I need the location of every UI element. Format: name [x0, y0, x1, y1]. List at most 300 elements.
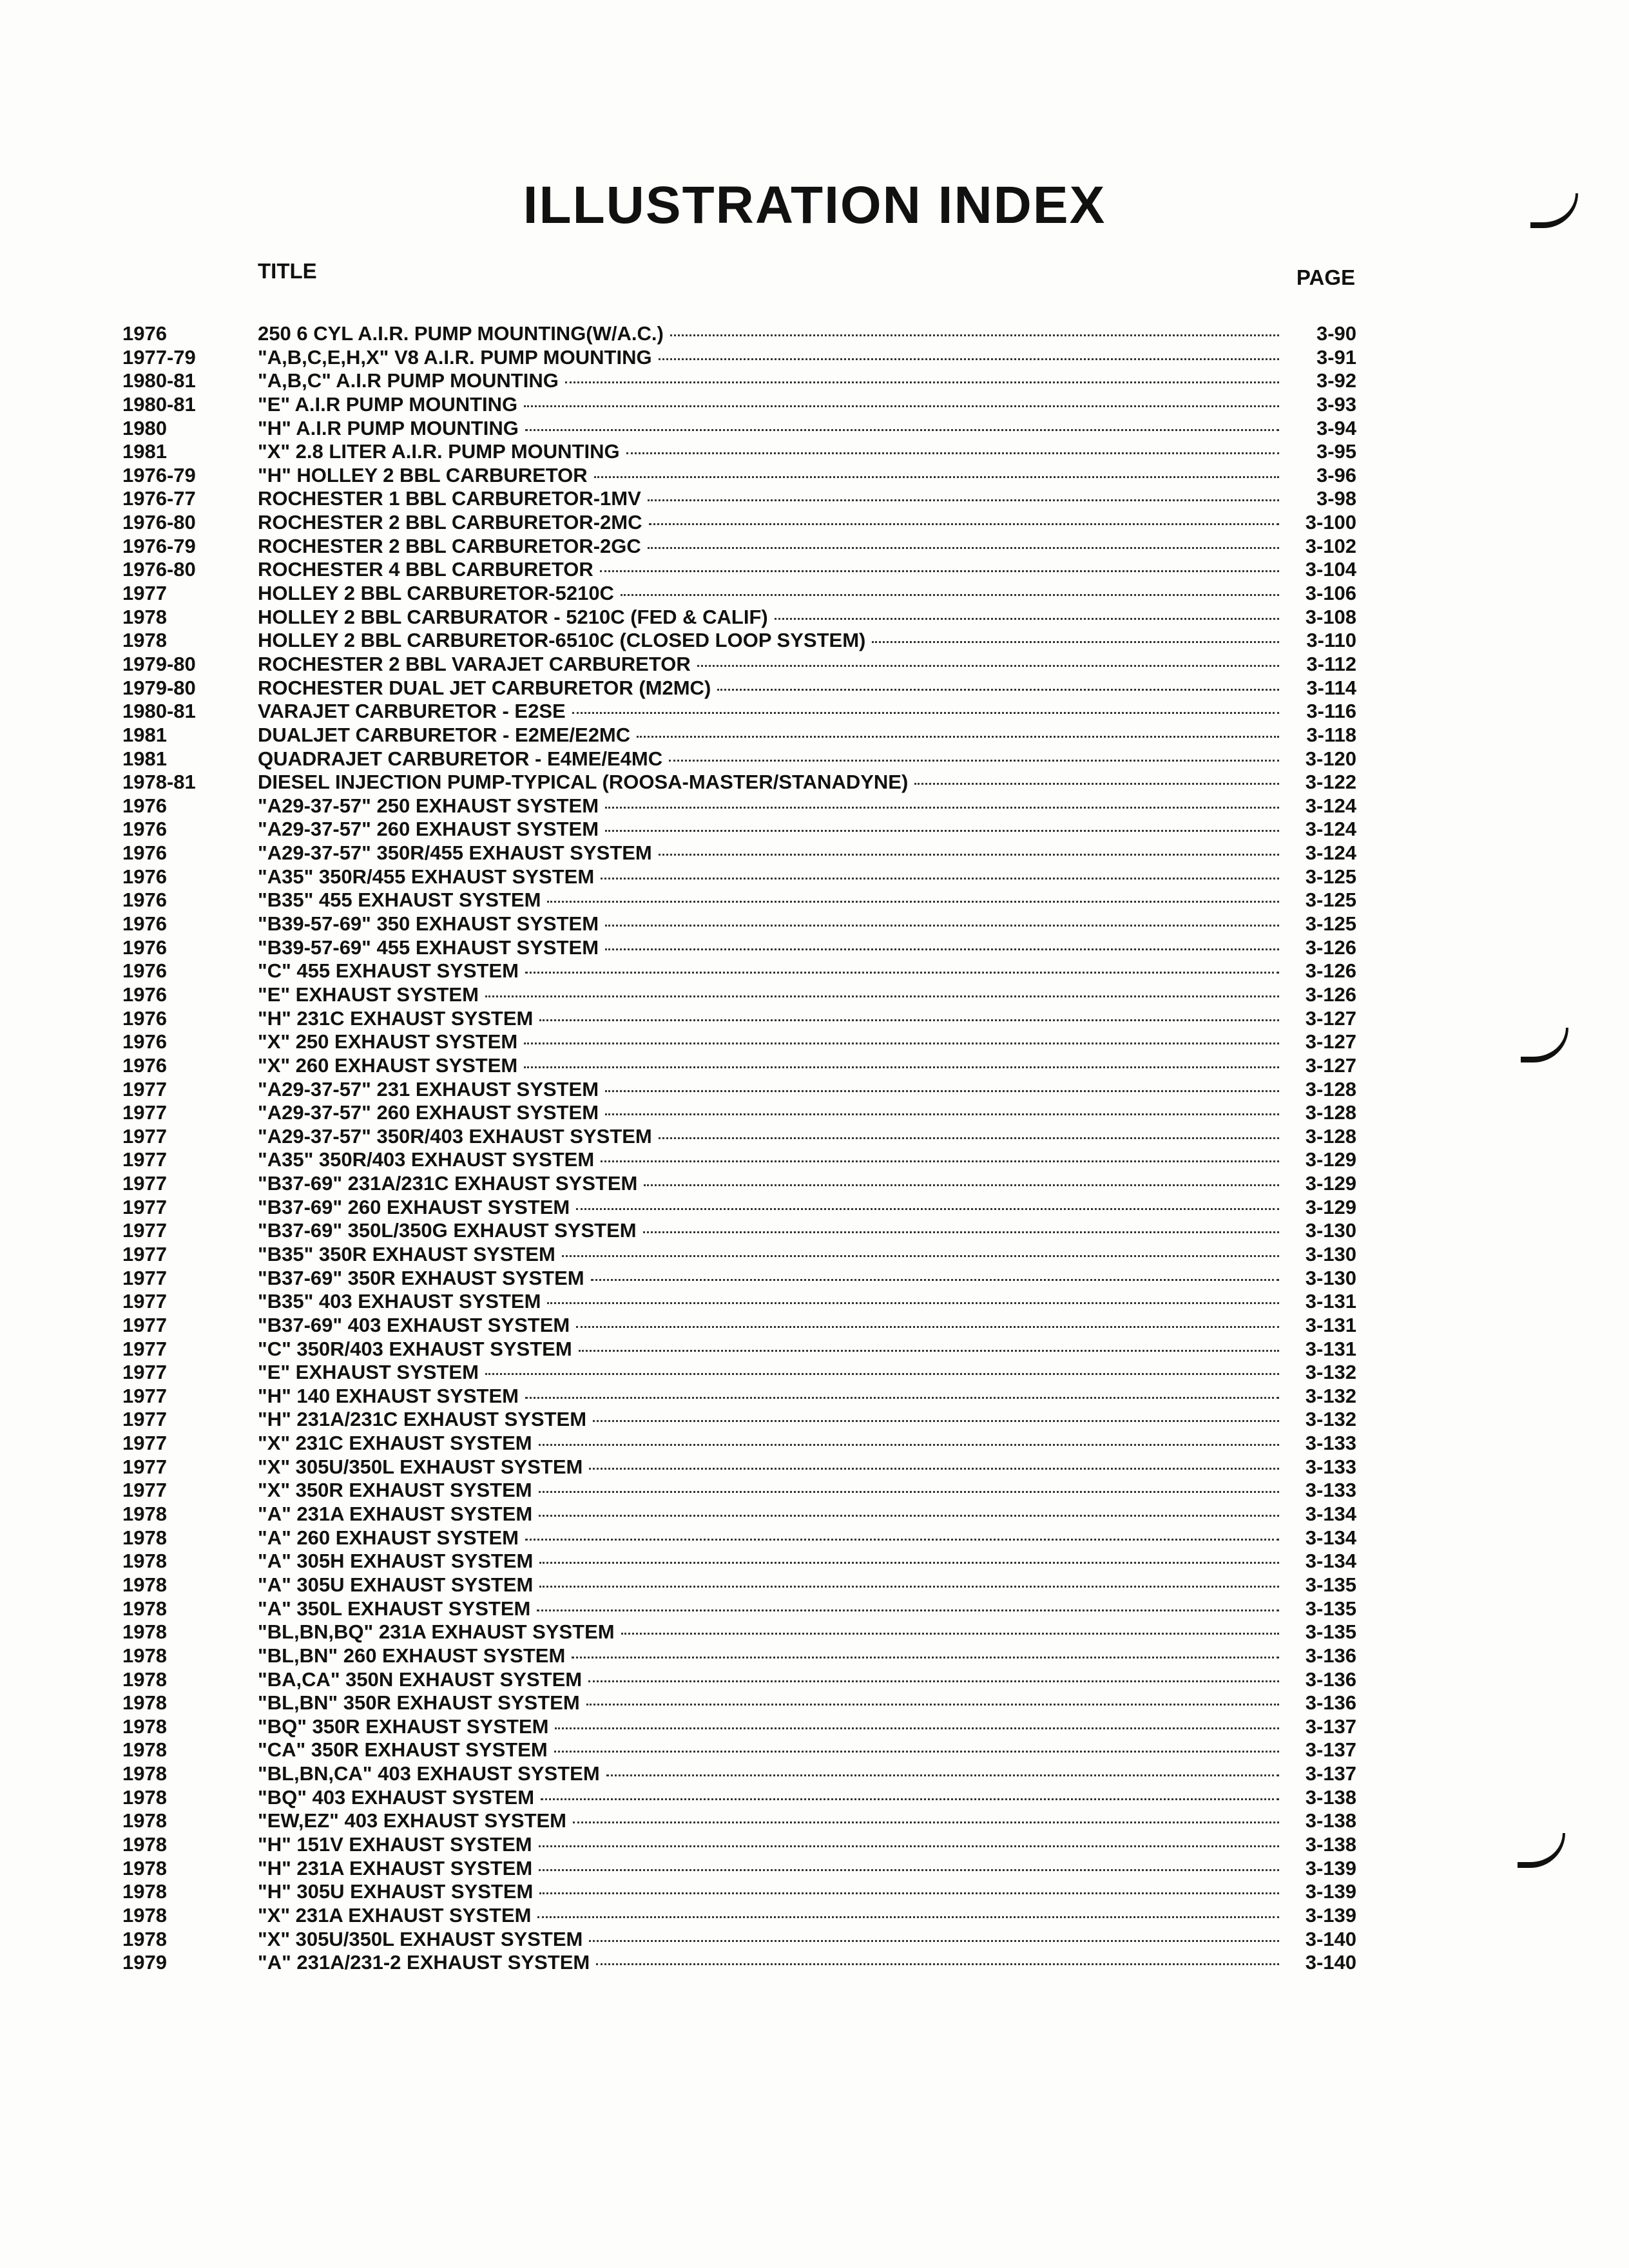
- dot-leader: [621, 1633, 1279, 1635]
- index-entry: [122, 1833, 1356, 1857]
- entry-year: 1978: [122, 605, 167, 628]
- entry-year: 1977: [122, 1361, 167, 1384]
- entry-year: 1978: [122, 1503, 167, 1526]
- entry-page: 3-135: [1305, 1597, 1356, 1620]
- entry-year: 1977: [122, 1290, 167, 1313]
- entry-title: "B35" 403 EXHAUST SYSTEM: [258, 1290, 541, 1313]
- entry-page: 3-110: [1306, 629, 1356, 652]
- entry-page: 3-94: [1316, 416, 1356, 439]
- entry-page: 3-127: [1305, 1053, 1356, 1077]
- entry-page: 3-138: [1305, 1833, 1356, 1856]
- dot-leader: [485, 1373, 1279, 1375]
- dot-leader: [541, 1798, 1279, 1800]
- entry-page: 3-140: [1305, 1951, 1356, 1974]
- dot-leader: [573, 1821, 1279, 1823]
- entry-page: 3-132: [1305, 1361, 1356, 1384]
- entry-page: 3-133: [1305, 1432, 1356, 1455]
- entry-page: 3-125: [1305, 912, 1356, 936]
- entry-year: 1977: [122, 1077, 167, 1100]
- entry-title: "A,B,C,E,H,X" V8 A.I.R. PUMP MOUNTING: [258, 345, 652, 369]
- dot-leader: [589, 1468, 1279, 1470]
- entry-title: HOLLEY 2 BBL CARBURETOR-5210C: [258, 582, 614, 605]
- entry-page: 3-130: [1305, 1266, 1356, 1289]
- dot-leader: [643, 1231, 1279, 1233]
- entry-year: 1978: [122, 1762, 167, 1785]
- entry-title: "A35" 350R/455 EXHAUST SYSTEM: [258, 865, 595, 888]
- dot-leader: [537, 1916, 1279, 1918]
- entry-title: "B37-69" 350L/350G EXHAUST SYSTEM: [258, 1219, 637, 1242]
- entry-page: 3-126: [1305, 983, 1356, 1006]
- entry-title: HOLLEY 2 BBL CARBURETOR-6510C (CLOSED LOOP SYSTEM): [258, 629, 866, 652]
- index-entry: [122, 1597, 1356, 1621]
- entry-year: 1976: [122, 794, 167, 817]
- entry-page: 3-131: [1305, 1337, 1356, 1360]
- entry-title: "X" 260 EXHAUST SYSTEM: [258, 1053, 518, 1077]
- entry-page: 3-127: [1305, 1030, 1356, 1053]
- dot-leader: [576, 1326, 1279, 1328]
- entry-year: 1978: [122, 1856, 167, 1879]
- entry-year: 1976: [122, 959, 167, 983]
- dot-leader: [485, 995, 1279, 997]
- index-entry: [122, 1857, 1356, 1881]
- entry-page: 3-132: [1305, 1384, 1356, 1407]
- index-entry: [122, 1243, 1356, 1267]
- entry-title: 250 6 CYL A.I.R. PUMP MOUNTING(W/A.C.): [258, 322, 664, 345]
- entry-year: 1978: [122, 1644, 167, 1667]
- entry-page: 3-122: [1305, 771, 1356, 794]
- entry-page: 3-131: [1305, 1290, 1356, 1313]
- index-entry: [122, 1007, 1356, 1031]
- entry-year: 1976-79: [122, 463, 196, 486]
- entry-year: 1979-80: [122, 652, 196, 675]
- entry-title: "A" 350L EXHAUST SYSTEM: [258, 1597, 531, 1620]
- entry-title: "H" 151V EXHAUST SYSTEM: [258, 1833, 532, 1856]
- dot-leader: [539, 1845, 1279, 1847]
- entry-page: 3-118: [1306, 723, 1356, 746]
- title-column-header: TITLE: [258, 259, 317, 283]
- entry-page: 3-126: [1305, 959, 1356, 983]
- entry-title: DIESEL INJECTION PUMP-TYPICAL (ROOSA-MASTER/STANADYNE): [258, 771, 909, 794]
- entry-year: 1977: [122, 1337, 167, 1360]
- entry-title: "H" HOLLEY 2 BBL CARBURETOR: [258, 463, 588, 486]
- dot-leader: [547, 1302, 1279, 1304]
- entry-page: 3-125: [1305, 889, 1356, 912]
- entry-year: 1978: [122, 1550, 167, 1573]
- entry-title: "BL,BN,BQ" 231A EXHAUST SYSTEM: [258, 1620, 615, 1644]
- entry-year: 1978: [122, 1927, 167, 1950]
- index-entry: [122, 535, 1356, 559]
- entry-title: "H" A.I.R PUMP MOUNTING: [258, 416, 519, 439]
- entry-year: 1977: [122, 1313, 167, 1336]
- dot-leader: [572, 712, 1279, 714]
- entry-page: 3-129: [1305, 1172, 1356, 1195]
- entry-page: 3-127: [1305, 1006, 1356, 1030]
- index-entry: [122, 1951, 1356, 1975]
- entry-year: 1977: [122, 1432, 167, 1455]
- dot-leader: [539, 1019, 1279, 1021]
- entry-page: 3-126: [1305, 936, 1356, 959]
- entry-page: 3-137: [1305, 1738, 1356, 1762]
- entry-title: "B39-57-69" 455 EXHAUST SYSTEM: [258, 936, 599, 959]
- entry-year: 1977: [122, 1479, 167, 1502]
- dot-leader: [605, 925, 1279, 927]
- entry-title: "A29-37-57" 231 EXHAUST SYSTEM: [258, 1077, 599, 1100]
- entry-year: 1978: [122, 1903, 167, 1927]
- entry-title: "B39-57-69" 350 EXHAUST SYSTEM: [258, 912, 599, 936]
- index-entry: [122, 1078, 1356, 1102]
- entry-title: "X" 250 EXHAUST SYSTEM: [258, 1030, 518, 1053]
- entry-page: 3-131: [1305, 1313, 1356, 1336]
- entry-year: 1977: [122, 1242, 167, 1265]
- entry-year: 1976: [122, 841, 167, 865]
- dot-leader: [644, 1184, 1279, 1186]
- dot-leader: [717, 689, 1279, 691]
- index-entry: [122, 1338, 1356, 1361]
- entry-year: 1978: [122, 1809, 167, 1832]
- index-entry: [122, 511, 1356, 535]
- index-entry: [122, 1644, 1356, 1668]
- entry-title: "E" EXHAUST SYSTEM: [258, 983, 479, 1006]
- dot-leader: [579, 1350, 1279, 1352]
- entry-title: "X" 231A EXHAUST SYSTEM: [258, 1903, 532, 1927]
- entry-year: 1978: [122, 1597, 167, 1620]
- entry-year: 1979-80: [122, 676, 196, 699]
- index-entry: [122, 1668, 1356, 1692]
- entry-year: 1976: [122, 818, 167, 841]
- entry-page: 3-100: [1305, 511, 1356, 534]
- dot-leader: [562, 1255, 1279, 1257]
- dot-leader: [539, 1444, 1279, 1446]
- index-entry: [122, 1526, 1356, 1550]
- entry-title: "A" 231A EXHAUST SYSTEM: [258, 1503, 533, 1526]
- index-entry: [122, 1290, 1356, 1314]
- entry-title: HOLLEY 2 BBL CARBURATOR - 5210C (FED & CALIF): [258, 605, 768, 628]
- entry-page: 3-98: [1316, 487, 1356, 510]
- dot-leader: [589, 1940, 1279, 1942]
- entry-title: "B35" 455 EXHAUST SYSTEM: [258, 889, 541, 912]
- entry-year: 1977: [122, 1101, 167, 1124]
- entry-year: 1977: [122, 1455, 167, 1478]
- entry-page: 3-124: [1305, 794, 1356, 817]
- entry-year: 1976-77: [122, 487, 196, 510]
- entry-page: 3-124: [1305, 841, 1356, 865]
- index-entries: [122, 322, 1356, 1975]
- entry-year: 1981: [122, 440, 167, 463]
- entry-year: 1977: [122, 1266, 167, 1289]
- dot-leader: [525, 429, 1279, 431]
- entry-page: 3-106: [1305, 582, 1356, 605]
- dot-leader: [659, 854, 1279, 856]
- dot-leader: [524, 1066, 1279, 1068]
- dot-leader: [670, 334, 1279, 336]
- entry-title: "E" A.I.R PUMP MOUNTING: [258, 392, 518, 416]
- entry-year: 1978: [122, 1880, 167, 1903]
- entry-year: 1976: [122, 1030, 167, 1053]
- entry-year: 1977: [122, 1384, 167, 1407]
- entry-title: "C" 350R/403 EXHAUST SYSTEM: [258, 1337, 572, 1360]
- index-entry: [122, 487, 1356, 511]
- entry-title: "A" 231A/231-2 EXHAUST SYSTEM: [258, 1951, 590, 1974]
- entry-page: 3-90: [1316, 322, 1356, 345]
- dot-leader: [621, 594, 1279, 596]
- entry-title: "B37-69" 403 EXHAUST SYSTEM: [258, 1313, 570, 1336]
- dot-leader: [626, 452, 1279, 454]
- entry-year: 1976: [122, 983, 167, 1006]
- index-entry: [122, 1786, 1356, 1810]
- index-entry: [122, 1550, 1356, 1573]
- entry-title: ROCHESTER 2 BBL CARBURETOR-2MC: [258, 511, 642, 534]
- entry-page: 3-120: [1305, 747, 1356, 770]
- entry-page: 3-140: [1305, 1927, 1356, 1950]
- entry-title: "A29-37-57" 350R/403 EXHAUST SYSTEM: [258, 1124, 652, 1148]
- entry-page: 3-135: [1305, 1620, 1356, 1644]
- entry-title: ROCHESTER DUAL JET CARBURETOR (M2MC): [258, 676, 711, 699]
- entry-year: 1981: [122, 747, 167, 770]
- entry-title: "A29-37-57" 350R/455 EXHAUST SYSTEM: [258, 841, 652, 865]
- entry-title: "E" EXHAUST SYSTEM: [258, 1361, 479, 1384]
- entry-title: DUALJET CARBURETOR - E2ME/E2MC: [258, 723, 631, 746]
- entry-page: 3-102: [1305, 534, 1356, 557]
- entry-year: 1976: [122, 1053, 167, 1077]
- entry-year: 1980: [122, 416, 167, 439]
- entry-year: 1977: [122, 1172, 167, 1195]
- dot-leader: [586, 1704, 1279, 1706]
- index-entry: [122, 818, 1356, 841]
- page-column-header: PAGE: [1296, 265, 1355, 289]
- dot-leader: [593, 1420, 1279, 1422]
- dot-leader: [524, 405, 1279, 407]
- entry-title: "H" 231C EXHAUST SYSTEM: [258, 1006, 534, 1030]
- entry-page: 3-104: [1305, 558, 1356, 581]
- index-entry: [122, 1361, 1356, 1385]
- dot-leader: [572, 1657, 1279, 1658]
- index-entry: [122, 629, 1356, 653]
- entry-title: "A29-37-57" 250 EXHAUST SYSTEM: [258, 794, 599, 817]
- dot-leader: [600, 570, 1279, 572]
- entry-title: "BQ" 403 EXHAUST SYSTEM: [258, 1785, 535, 1809]
- entry-year: 1978: [122, 1667, 167, 1691]
- entry-page: 3-135: [1305, 1573, 1356, 1596]
- index-entry: [122, 322, 1356, 346]
- entry-page: 3-128: [1305, 1124, 1356, 1148]
- dot-leader: [697, 665, 1279, 667]
- index-entry: [122, 771, 1356, 794]
- entry-page: 3-138: [1305, 1785, 1356, 1809]
- dot-leader: [872, 641, 1279, 643]
- index-entry: [122, 1479, 1356, 1503]
- entry-title: "A,B,C" A.I.R PUMP MOUNTING: [258, 369, 559, 392]
- entry-page: 3-91: [1316, 345, 1356, 369]
- dot-leader: [605, 830, 1279, 832]
- entry-year: 1977: [122, 1219, 167, 1242]
- entry-title: "CA" 350R EXHAUST SYSTEM: [258, 1738, 548, 1762]
- dot-leader: [576, 1208, 1279, 1210]
- entry-page: 3-112: [1306, 652, 1356, 675]
- index-entry: [122, 1432, 1356, 1456]
- entry-title: "EW,EZ" 403 EXHAUST SYSTEM: [258, 1809, 567, 1832]
- dot-leader: [588, 1680, 1279, 1682]
- index-entry: [122, 959, 1356, 983]
- dot-leader: [605, 1090, 1279, 1092]
- index-entry: [122, 1904, 1356, 1928]
- entry-year: 1980-81: [122, 700, 196, 723]
- entry-year: 1978-81: [122, 771, 196, 794]
- entry-year: 1977: [122, 1124, 167, 1148]
- index-entry: [122, 1054, 1356, 1078]
- entry-page: 3-139: [1305, 1880, 1356, 1903]
- entry-year: 1980-81: [122, 392, 196, 416]
- entry-page: 3-96: [1316, 463, 1356, 486]
- dot-leader: [775, 618, 1279, 620]
- index-entry: [122, 558, 1356, 582]
- entry-year: 1978: [122, 1526, 167, 1549]
- entry-title: "X" 305U/350L EXHAUST SYSTEM: [258, 1927, 583, 1950]
- dot-leader: [648, 499, 1279, 501]
- dot-leader: [596, 1963, 1279, 1965]
- entry-title: ROCHESTER 4 BBL CARBURETOR: [258, 558, 593, 581]
- entry-year: 1977-79: [122, 345, 196, 369]
- dot-leader: [537, 1610, 1279, 1611]
- index-entry: [122, 606, 1356, 629]
- dot-leader: [525, 1397, 1279, 1399]
- entry-title: "BL,BN" 260 EXHAUST SYSTEM: [258, 1644, 566, 1667]
- entry-title: "A29-37-57" 260 EXHAUST SYSTEM: [258, 1101, 599, 1124]
- entry-page: 3-129: [1305, 1148, 1356, 1171]
- dot-leader: [606, 1774, 1279, 1776]
- entry-title: "H" 231A EXHAUST SYSTEM: [258, 1856, 533, 1879]
- entry-title: ROCHESTER 1 BBL CARBURETOR-1MV: [258, 487, 641, 510]
- index-entry: [122, 1928, 1356, 1952]
- entry-page: 3-128: [1305, 1077, 1356, 1100]
- entry-year: 1978: [122, 1573, 167, 1596]
- index-entry: [122, 1503, 1356, 1526]
- entry-page: 3-137: [1305, 1762, 1356, 1785]
- index-entry: [122, 1314, 1356, 1338]
- entry-year: 1976: [122, 889, 167, 912]
- index-entry: [122, 1715, 1356, 1739]
- dot-leader: [637, 736, 1279, 738]
- dot-leader: [605, 948, 1279, 950]
- entry-page: 3-134: [1305, 1550, 1356, 1573]
- index-entry: [122, 889, 1356, 912]
- index-entry: [122, 1385, 1356, 1408]
- dot-leader: [539, 1869, 1279, 1871]
- entry-title: "A" 305U EXHAUST SYSTEM: [258, 1573, 534, 1596]
- dot-leader: [605, 1113, 1279, 1115]
- dot-leader: [601, 1160, 1279, 1162]
- entry-title: "X" 2.8 LITER A.I.R. PUMP MOUNTING: [258, 440, 620, 463]
- entry-title: "X" 305U/350L EXHAUST SYSTEM: [258, 1455, 583, 1478]
- entry-year: 1980-81: [122, 369, 196, 392]
- entry-page: 3-134: [1305, 1526, 1356, 1549]
- index-entry: [122, 440, 1356, 464]
- entry-page: 3-130: [1305, 1242, 1356, 1265]
- dot-leader: [539, 1515, 1279, 1517]
- index-entry: [122, 1762, 1356, 1786]
- binder-hole-mark: [1518, 1833, 1565, 1868]
- dot-leader: [601, 878, 1279, 879]
- entry-title: QUADRAJET CARBURETOR - E4ME/E4MC: [258, 747, 663, 770]
- index-entry: [122, 1456, 1356, 1479]
- index-entry: [122, 1408, 1356, 1432]
- index-entry: [122, 393, 1356, 417]
- entry-title: "BL,BN" 350R EXHAUST SYSTEM: [258, 1691, 580, 1715]
- entry-title: "H" 305U EXHAUST SYSTEM: [258, 1880, 534, 1903]
- index-entry: [122, 346, 1356, 370]
- entry-title: "BA,CA" 350N EXHAUST SYSTEM: [258, 1667, 583, 1691]
- entry-page: 3-136: [1305, 1644, 1356, 1667]
- entry-year: 1976: [122, 936, 167, 959]
- index-entry: [122, 794, 1356, 818]
- entry-year: 1976-80: [122, 558, 196, 581]
- dot-leader: [591, 1279, 1279, 1281]
- entry-year: 1978: [122, 1785, 167, 1809]
- dot-leader: [554, 1751, 1279, 1753]
- dot-leader: [525, 1539, 1279, 1541]
- entry-page: 3-136: [1305, 1667, 1356, 1691]
- dot-leader: [649, 523, 1279, 525]
- index-entry: [122, 1219, 1356, 1243]
- dot-leader: [648, 547, 1279, 549]
- entry-page: 3-92: [1316, 369, 1356, 392]
- index-entry: [122, 724, 1356, 747]
- index-entry: [122, 1101, 1356, 1125]
- dot-leader: [539, 1491, 1279, 1493]
- index-entry: [122, 1573, 1356, 1597]
- entry-title: "BQ" 350R EXHAUST SYSTEM: [258, 1715, 549, 1738]
- dot-leader: [555, 1727, 1279, 1729]
- entry-title: "H" 140 EXHAUST SYSTEM: [258, 1384, 519, 1407]
- index-entry: [122, 677, 1356, 700]
- index-entry: [122, 936, 1356, 960]
- entry-title: "H" 231A/231C EXHAUST SYSTEM: [258, 1408, 587, 1431]
- index-entry: [122, 464, 1356, 488]
- entry-page: 3-128: [1305, 1101, 1356, 1124]
- entry-year: 1976: [122, 1006, 167, 1030]
- page-title: ILLUSTRATION INDEX: [523, 176, 1106, 235]
- dot-leader: [659, 358, 1279, 360]
- entry-year: 1977: [122, 582, 167, 605]
- entry-title: VARAJET CARBURETOR - E2SE: [258, 700, 566, 723]
- index-entry: [122, 1880, 1356, 1904]
- entry-title: "BL,BN,CA" 403 EXHAUST SYSTEM: [258, 1762, 600, 1785]
- index-entry: [122, 1172, 1356, 1196]
- index-entry: [122, 417, 1356, 441]
- entry-page: 3-133: [1305, 1455, 1356, 1478]
- dot-leader: [669, 760, 1279, 762]
- index-entry: [122, 582, 1356, 606]
- entry-title: "B35" 350R EXHAUST SYSTEM: [258, 1242, 555, 1265]
- entry-year: 1978: [122, 1715, 167, 1738]
- entry-year: 1977: [122, 1408, 167, 1431]
- index-entry: [122, 1620, 1356, 1644]
- dot-leader: [605, 807, 1279, 809]
- entry-title: "A" 305H EXHAUST SYSTEM: [258, 1550, 534, 1573]
- binder-hole-mark: [1521, 1028, 1568, 1062]
- index-entry: [122, 747, 1356, 771]
- entry-title: "A35" 350R/403 EXHAUST SYSTEM: [258, 1148, 595, 1171]
- entry-year: 1976: [122, 865, 167, 888]
- entry-page: 3-139: [1305, 1856, 1356, 1879]
- entry-year: 1976-79: [122, 534, 196, 557]
- index-entry: [122, 1030, 1356, 1054]
- entry-year: 1978: [122, 1691, 167, 1715]
- index-entry: [122, 983, 1356, 1007]
- entry-year: 1977: [122, 1195, 167, 1218]
- entry-year: 1978: [122, 1738, 167, 1762]
- index-entry: [122, 1148, 1356, 1172]
- entry-title: "X" 231C EXHAUST SYSTEM: [258, 1432, 532, 1455]
